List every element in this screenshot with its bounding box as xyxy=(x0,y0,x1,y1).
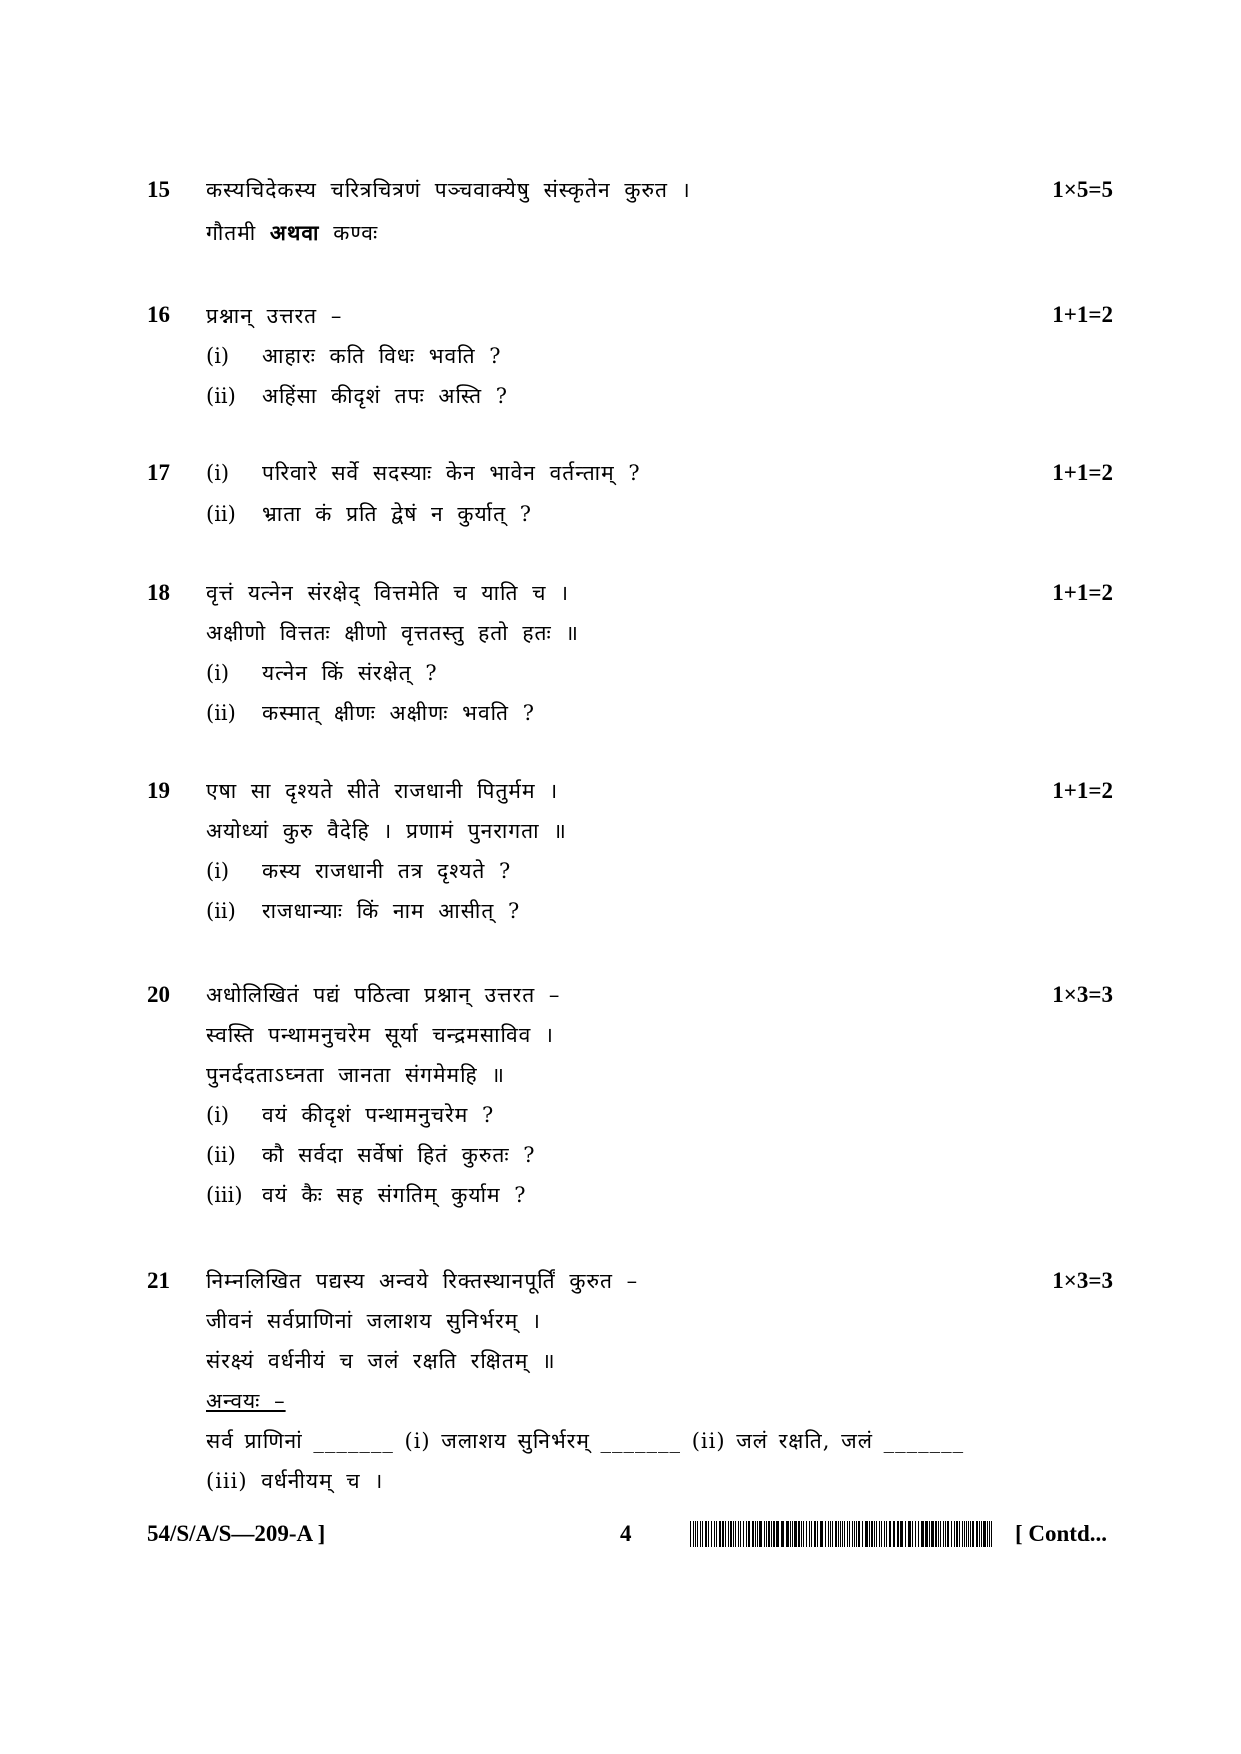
barcode-bar xyxy=(755,1521,756,1547)
barcode-bar xyxy=(869,1521,870,1547)
sub-question xyxy=(206,1181,527,1209)
barcode-bar xyxy=(925,1521,928,1547)
barcode-bar xyxy=(842,1521,843,1547)
barcode-bar xyxy=(987,1521,988,1547)
question-marks: 1+1=2 xyxy=(1052,580,1113,605)
sub-text: अहिंसा कीदृशं तपः अस्ति ? xyxy=(262,384,508,408)
question-text: प्रश्नान् उत्तरत – xyxy=(206,304,343,328)
barcode-bar xyxy=(943,1521,944,1547)
anvaya-fill-line: (iii) वर्धनीयम् च । xyxy=(206,1469,384,1493)
barcode-bar xyxy=(897,1521,899,1547)
barcode-bar xyxy=(708,1521,709,1547)
barcode-bar xyxy=(929,1521,930,1547)
barcode-bar xyxy=(773,1521,775,1547)
sub-label: (i) xyxy=(206,1103,230,1127)
barcode-bar xyxy=(935,1521,937,1547)
question-marks: 1+1=2 xyxy=(1052,778,1113,803)
question-number: 19 xyxy=(147,778,170,803)
barcode-bar xyxy=(862,1521,863,1547)
sub-question xyxy=(206,699,535,727)
barcode-bar xyxy=(792,1521,793,1547)
question-number: 18 xyxy=(147,580,170,605)
barcode-bar xyxy=(940,1521,941,1547)
barcode-bar xyxy=(876,1521,877,1547)
anvaya-fill-line: सर्व प्राणिनां _______ (i) जलाशय सुनिर्भरम् _______ (ii) जलं रक्षति, जलं _______ xyxy=(206,1429,965,1453)
barcode-bar xyxy=(979,1521,980,1547)
barcode-bar xyxy=(945,1521,946,1547)
barcode-bar xyxy=(702,1521,703,1547)
barcode-bar xyxy=(847,1521,848,1547)
question-marks: 1+1=2 xyxy=(1052,302,1113,327)
barcode-bar xyxy=(711,1521,712,1547)
sub-label: (ii) xyxy=(206,899,236,923)
barcode-bar xyxy=(954,1521,955,1547)
barcode-bar xyxy=(889,1521,891,1547)
barcode-bar xyxy=(991,1521,992,1547)
barcode-bar xyxy=(989,1521,990,1547)
barcode-bar xyxy=(693,1521,694,1547)
barcode-bar xyxy=(856,1521,857,1547)
or-word: अथवा xyxy=(269,220,320,245)
barcode-bar xyxy=(858,1521,860,1547)
barcode-bar xyxy=(921,1521,924,1547)
barcode-bar xyxy=(871,1521,873,1547)
barcode-bar xyxy=(900,1521,903,1547)
barcode-bar xyxy=(832,1521,833,1547)
barcode-bar xyxy=(716,1521,717,1547)
barcode-bar xyxy=(972,1521,974,1547)
barcode-image xyxy=(690,1521,992,1547)
question-marks: 1×3=3 xyxy=(1052,1268,1113,1293)
paper-code: 54/S/A/S—209-A ] xyxy=(147,1521,326,1546)
sub-label: (ii) xyxy=(206,1143,236,1167)
barcode-bar xyxy=(820,1521,823,1547)
question-options xyxy=(206,219,378,247)
barcode-bar xyxy=(728,1521,729,1547)
barcode-bar xyxy=(803,1521,804,1547)
barcode-bar xyxy=(817,1521,818,1547)
barcode-bar xyxy=(912,1521,913,1547)
barcode-bar xyxy=(746,1521,747,1547)
question-number: 16 xyxy=(147,302,170,327)
page-number: 4 xyxy=(620,1521,632,1546)
barcode-bar xyxy=(748,1521,750,1547)
sub-label: (ii) xyxy=(206,384,236,408)
barcode-bar xyxy=(918,1521,919,1547)
barcode-bar xyxy=(771,1521,772,1547)
verse-line: पुनर्ददताऽघ्नता जानता संगमेमहि ॥ xyxy=(206,1063,505,1087)
sub-label: (i) xyxy=(206,461,230,485)
sub-label: (ii) xyxy=(206,502,236,526)
barcode-bar xyxy=(798,1521,800,1547)
barcode-bar xyxy=(828,1521,829,1547)
sub-question xyxy=(206,1141,536,1169)
sub-text: भ्राता कं प्रति द्वेषं न कुर्यात् ? xyxy=(262,502,532,526)
barcode-bar xyxy=(893,1521,895,1547)
barcode-bar xyxy=(865,1521,868,1547)
barcode-bar xyxy=(735,1521,736,1547)
barcode-bar xyxy=(947,1521,949,1547)
barcode-bar xyxy=(915,1521,916,1547)
barcode-bar xyxy=(697,1521,698,1547)
barcode-bar xyxy=(809,1521,810,1547)
barcode-bar xyxy=(849,1521,850,1547)
barcode-bar xyxy=(719,1521,721,1547)
sub-label: (iii) xyxy=(206,1183,243,1207)
barcode-bar xyxy=(835,1521,837,1547)
barcode-bar xyxy=(970,1521,971,1547)
barcode-bar xyxy=(801,1521,802,1547)
sub-text: यत्नेन किं संरक्षेत् ? xyxy=(262,661,438,685)
barcode-bar xyxy=(814,1521,816,1547)
continued-label: [ Contd... xyxy=(1015,1521,1108,1546)
sub-text: राजधान्याः किं नाम आसीत् ? xyxy=(262,899,521,923)
sub-label: (i) xyxy=(206,661,230,685)
question-marks: 1+1=2 xyxy=(1052,460,1113,485)
question-number: 20 xyxy=(147,982,170,1007)
barcode-bar xyxy=(874,1521,875,1547)
barcode-bar xyxy=(852,1521,853,1547)
barcode-bar xyxy=(844,1521,845,1547)
barcode-bar xyxy=(695,1521,696,1547)
barcode-bar xyxy=(705,1521,707,1547)
barcode-bar xyxy=(714,1521,715,1547)
barcode-bar xyxy=(884,1521,885,1547)
barcode-bar xyxy=(905,1521,906,1547)
anvaya-heading: अन्वयः – xyxy=(206,1389,286,1413)
barcode-bar xyxy=(752,1521,754,1547)
sub-question xyxy=(206,897,520,925)
barcode-bar xyxy=(966,1521,967,1547)
verse-line: वृत्तं यत्नेन संरक्षेद् वित्तमेति च याति च । xyxy=(206,581,570,605)
barcode-bar xyxy=(768,1521,770,1547)
barcode-bar xyxy=(759,1521,762,1547)
sub-question xyxy=(206,459,641,487)
barcode-bar xyxy=(740,1521,741,1547)
barcode-bar xyxy=(838,1521,839,1547)
verse-line: जीवनं सर्वप्राणिनां जलाशय सुनिर्भरम् । xyxy=(206,1309,541,1333)
sub-text: कौ सर्वदा सर्वेषां हितं कुरुतः ? xyxy=(262,1143,536,1167)
sub-text: परिवारे सर्वे सदस्याः केन भावेन वर्तन्ताम् ? xyxy=(262,461,641,485)
question-marks: 1×3=3 xyxy=(1052,982,1113,1007)
barcode-bar xyxy=(722,1521,724,1547)
sub-text: वयं कैः सह संगतिम् कुर्याम ? xyxy=(262,1183,527,1207)
barcode-bar xyxy=(794,1521,797,1547)
barcode-bar xyxy=(725,1521,726,1547)
barcode-bar xyxy=(840,1521,841,1547)
barcode-bar xyxy=(983,1521,986,1547)
sub-text: कस्मात् क्षीणः अक्षीणः भवति ? xyxy=(262,701,535,725)
barcode-bar xyxy=(811,1521,812,1547)
barcode-bar xyxy=(962,1521,963,1547)
sub-label: (i) xyxy=(206,859,230,883)
barcode-bar xyxy=(951,1521,952,1547)
barcode-bar xyxy=(968,1521,969,1547)
barcode-bar xyxy=(757,1521,758,1547)
barcode-bar xyxy=(825,1521,826,1547)
verse-line: एषा सा दृश्यते सीते राजधानी पितुर्मम । xyxy=(206,779,559,803)
sub-question xyxy=(206,500,532,528)
sub-text: कस्य राजधानी तत्र दृश्यते ? xyxy=(262,859,512,883)
option-b: कण्वः xyxy=(333,221,379,245)
verse-line: स्वस्ति पन्थामनुचरेम सूर्या चन्द्रमसाविव । xyxy=(206,1023,554,1047)
sub-label: (i) xyxy=(206,344,230,368)
barcode-bar xyxy=(931,1521,934,1547)
barcode-bar xyxy=(690,1521,691,1547)
barcode-bar xyxy=(976,1521,978,1547)
sub-text: वयं कीदृशं पन्थामनुचरेम ? xyxy=(262,1103,495,1127)
barcode-bar xyxy=(806,1521,807,1547)
barcode-bar xyxy=(790,1521,791,1547)
barcode-bar xyxy=(959,1521,960,1547)
barcode-bar xyxy=(956,1521,958,1547)
barcode-bar xyxy=(776,1521,779,1547)
sub-label: (ii) xyxy=(206,701,236,725)
sub-question xyxy=(206,659,438,687)
question-number: 17 xyxy=(147,460,170,485)
barcode-bar xyxy=(964,1521,965,1547)
sub-question xyxy=(206,857,511,885)
barcode-bar xyxy=(886,1521,887,1547)
question-text: अधोलिखितं पद्यं पठित्वा प्रश्नान् उत्तरत – xyxy=(206,983,561,1007)
barcode-bar xyxy=(733,1521,734,1547)
question-marks: 1×5=5 xyxy=(1052,177,1113,202)
question-text: निम्नलिखित पद्यस्य अन्वये रिक्तस्थानपूर्तिं कुरुत – xyxy=(206,1269,639,1293)
barcode-bar xyxy=(743,1521,744,1547)
barcode-bar xyxy=(766,1521,767,1547)
barcode-bar xyxy=(879,1521,880,1547)
verse-line: अयोध्यां कुरु वैदेहि । प्रणामं पुनरागता ॥ xyxy=(206,819,567,843)
barcode-bar xyxy=(700,1521,701,1547)
sub-text: आहारः कति विधः भवति ? xyxy=(262,344,502,368)
verse-line: संरक्ष्यं वर्धनीयं च जलं रक्षति रक्षितम् ॥ xyxy=(206,1349,556,1373)
barcode-bar xyxy=(908,1521,911,1547)
sub-question xyxy=(206,342,502,370)
barcode-bar xyxy=(781,1521,784,1547)
sub-question xyxy=(206,382,508,410)
barcode-bar xyxy=(854,1521,855,1547)
barcode-bar xyxy=(738,1521,739,1547)
barcode-bar xyxy=(786,1521,789,1547)
verse-line: अक्षीणो वित्ततः क्षीणो वृत्ततस्तु हतो हतः ॥ xyxy=(206,621,579,645)
question-number: 15 xyxy=(147,177,170,202)
option-a: गौतमी xyxy=(206,221,257,245)
barcode-bar xyxy=(830,1521,831,1547)
barcode-bar xyxy=(981,1521,982,1547)
barcode-bar xyxy=(938,1521,939,1547)
barcode-bar xyxy=(730,1521,732,1547)
question-number: 21 xyxy=(147,1268,170,1293)
barcode-bar xyxy=(764,1521,765,1547)
sub-question xyxy=(206,1101,494,1129)
question-text: कस्यचिदेकस्य चरित्रचित्रणं पञ्चवाक्येषु संस्कृतेन कुरुत । xyxy=(206,178,691,202)
barcode-bar xyxy=(881,1521,882,1547)
